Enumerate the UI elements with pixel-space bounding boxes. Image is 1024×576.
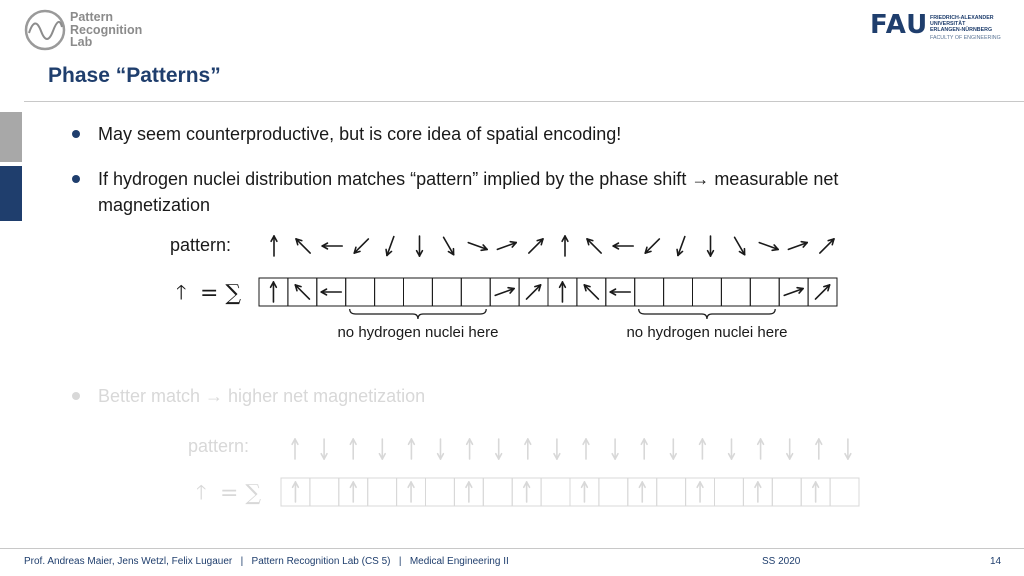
sum-cell (541, 478, 570, 506)
footer-text (24, 556, 509, 567)
cell-arrow-icon (639, 482, 645, 502)
cell-arrow-icon (813, 482, 819, 502)
pattern-arrow-icon (379, 439, 385, 459)
footer-divider (0, 548, 1024, 549)
pattern-arrow-icon (467, 439, 473, 459)
footer-separator: | (240, 556, 244, 567)
cell-arrow-icon (697, 482, 703, 502)
pattern-arrow-icon (670, 439, 676, 459)
brace-label: no hydrogen nuclei here (626, 324, 788, 341)
lab-logo-line: Recognition (70, 22, 143, 37)
pattern-arrow-icon (700, 439, 706, 459)
footer-authors: Prof. Andreas Maier, Jens Wetzl, Felix Lugauer (24, 556, 233, 567)
cell-arrow-icon (582, 482, 588, 502)
cell-arrow-icon (466, 482, 472, 502)
page-number: 14 (990, 556, 1002, 567)
footer-course: Medical Engineering II (409, 556, 509, 567)
equals-sum-symbol: = ∑ (200, 281, 242, 306)
sum-cell (599, 478, 628, 506)
sum-cell (657, 478, 686, 506)
sum-cell (368, 478, 397, 506)
sum-cell (426, 478, 455, 506)
footer-separator: | (398, 556, 402, 567)
lab-logo-line: Lab (70, 35, 93, 49)
slide-title: Phase “Patterns” (48, 64, 221, 87)
sum-cell (830, 478, 859, 506)
pattern-label-faded: pattern: (188, 436, 250, 456)
brace-label: no hydrogen nuclei here (337, 324, 499, 341)
fau-line: FRIEDRICH-ALEXANDER (930, 15, 994, 21)
fau-line: UNIVERSITÄT (930, 21, 966, 27)
sum-cell (310, 478, 339, 506)
cell-arrow-icon (755, 482, 761, 502)
pattern-arrow-icon (321, 439, 327, 459)
cell-arrow-icon (524, 482, 530, 502)
net-magnetization-arrow-icon: 🡑 (196, 480, 207, 504)
fau-faculty: FACULTY OF ENGINEERING (930, 35, 1001, 41)
fau-line: ERLANGEN-NÜRNBERG (930, 27, 993, 33)
bullet-text-line: If hydrogen nuclei distribution matches “pattern” implied by the phase shift → measurable net (98, 169, 839, 189)
cell-arrow-icon (293, 482, 299, 502)
bullet-text: Better match → higher net magnetization (98, 386, 426, 406)
pattern-label: pattern: (170, 235, 232, 255)
pattern-arrow-icon (292, 439, 298, 459)
pattern-arrow-icon (583, 439, 589, 459)
pattern-arrow-icon (350, 439, 356, 459)
cell-arrow-icon (408, 482, 414, 502)
cell-arrow-icon (350, 482, 356, 502)
pattern-arrow-icon (554, 439, 560, 459)
pattern-arrow-icon (612, 439, 618, 459)
bullet-text: May seem counterproductive, but is core idea of spatial encoding! (98, 124, 622, 144)
pattern-arrow-icon (438, 439, 444, 459)
equals-sum-symbol: = ∑ (220, 481, 262, 506)
fau-logo: FAU (870, 10, 929, 40)
pattern-arrow-icon (641, 439, 647, 459)
pattern-arrow-icon (758, 439, 764, 459)
sum-cell (715, 478, 744, 506)
sum-cell (483, 478, 512, 506)
footer-lab: Pattern Recognition Lab (CS 5) (251, 556, 391, 567)
pattern-arrow-icon (525, 439, 531, 459)
pattern-arrow-icon (816, 439, 822, 459)
pattern-arrow-icon (496, 439, 502, 459)
footer-semester: SS 2020 (762, 556, 801, 567)
pattern-arrow-icon (787, 439, 793, 459)
pattern-arrow-icon (729, 439, 735, 459)
lab-logo-line: Pattern (70, 10, 114, 24)
pattern-arrow-icon (845, 439, 851, 459)
net-magnetization-arrow-icon: 🡑 (176, 280, 187, 304)
sum-cell (772, 478, 801, 506)
pattern-arrow-icon (409, 439, 415, 459)
bullet-text-line: magnetization (98, 195, 211, 215)
